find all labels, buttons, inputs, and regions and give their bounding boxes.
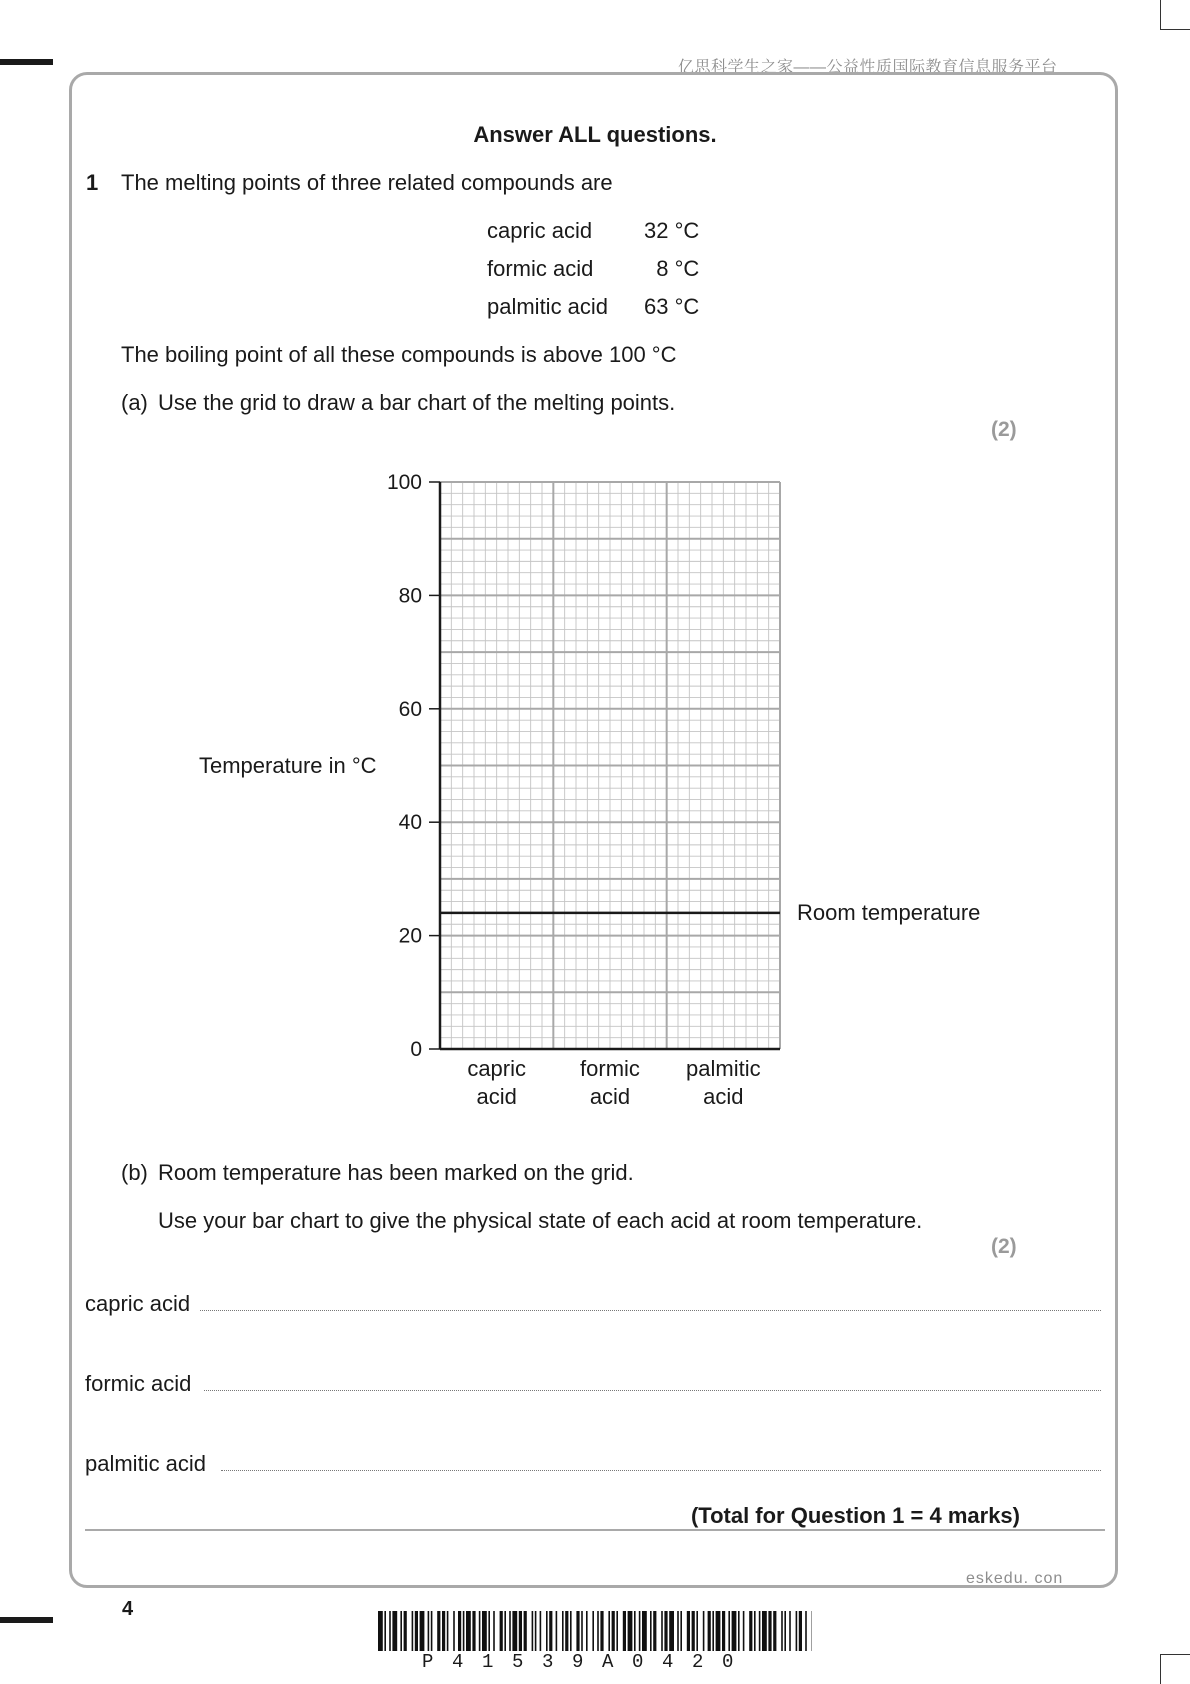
y-axis-label: Temperature in °C xyxy=(199,753,377,778)
barcode-bar xyxy=(680,1611,682,1651)
answer-line-capric[interactable] xyxy=(200,1310,1101,1311)
answer-line-palmitic[interactable] xyxy=(221,1470,1101,1471)
total-separator-line xyxy=(85,1529,1105,1531)
barcode-bar xyxy=(493,1611,495,1651)
barcode-bar xyxy=(754,1611,756,1651)
part-a-label: (a) xyxy=(121,390,148,415)
barcode-bar xyxy=(743,1611,745,1651)
barcode-bar xyxy=(664,1611,667,1651)
barcode-bar xyxy=(437,1611,440,1651)
barcode-bar xyxy=(404,1611,407,1651)
barcode-bar xyxy=(600,1611,603,1651)
barcode-bar xyxy=(549,1611,552,1651)
x-category-label: formic xyxy=(580,1056,640,1081)
barcode-bar xyxy=(728,1611,730,1651)
y-tick-label: 40 xyxy=(398,811,422,835)
barcode-bar xyxy=(639,1611,641,1651)
barcode-bar xyxy=(597,1611,599,1651)
barcode-bar xyxy=(519,1611,522,1651)
answer-label-formic: formic acid xyxy=(85,1371,192,1396)
barcode-bar xyxy=(722,1611,725,1651)
melting-point-value: 63 °C xyxy=(644,294,700,319)
y-tick-label: 0 xyxy=(410,1038,422,1061)
y-tick-label: 80 xyxy=(398,584,422,608)
barcode-image xyxy=(378,1611,812,1653)
melting-point-value: 32 °C xyxy=(644,218,700,243)
barcode-digits: P41539A0420 xyxy=(422,1651,753,1673)
part-b-text-1: Room temperature has been marked on the grid. xyxy=(158,1160,634,1185)
barcode-bar xyxy=(556,1611,558,1651)
barcode-bar xyxy=(488,1611,490,1651)
barcode-bar xyxy=(562,1611,564,1651)
barcode-bar xyxy=(447,1611,449,1651)
barcode-bar xyxy=(616,1611,618,1651)
y-tick-label: 60 xyxy=(398,697,422,721)
barcode-bar xyxy=(415,1611,418,1651)
y-tick-label: 20 xyxy=(398,924,422,948)
barcode-bar xyxy=(749,1611,752,1651)
answer-line-formic[interactable] xyxy=(204,1390,1101,1391)
x-category-label: acid xyxy=(476,1084,517,1109)
y-tick-label: 100 xyxy=(386,471,422,494)
barcode-bar xyxy=(799,1611,802,1651)
barcode-bar xyxy=(466,1611,471,1651)
barcode-bar xyxy=(703,1611,705,1651)
barcode-bar xyxy=(805,1611,807,1651)
x-category-label: capric xyxy=(467,1056,527,1081)
barcode-bar xyxy=(570,1611,572,1651)
barcode-bar xyxy=(453,1611,455,1651)
barcode-bar xyxy=(586,1611,588,1651)
barcode-bar xyxy=(789,1611,791,1651)
registration-mark-bottom-left xyxy=(0,1617,53,1623)
barcode-bar xyxy=(653,1611,656,1651)
barcode-bar xyxy=(431,1611,433,1651)
part-a-marks: (2) xyxy=(991,418,1017,441)
x-category-label: acid xyxy=(703,1084,744,1109)
barcode-bar xyxy=(400,1611,402,1651)
barcode-bar xyxy=(796,1611,798,1651)
barcode-bar xyxy=(712,1611,714,1651)
answer-label-palmitic: palmitic acid xyxy=(85,1451,207,1476)
room-temperature-label: Room temperature xyxy=(797,899,981,925)
site-watermark: eskedu. con xyxy=(966,1570,1064,1587)
page-number: 4 xyxy=(122,1598,134,1620)
barcode-bar xyxy=(504,1611,506,1651)
barcode-bar xyxy=(420,1611,425,1651)
barcode-bar xyxy=(692,1611,695,1651)
barcode-bar xyxy=(458,1611,461,1651)
barcode-bar xyxy=(565,1611,568,1651)
answer-label-capric: capric acid xyxy=(85,1291,191,1316)
barcode-bar xyxy=(696,1611,698,1651)
barcode-bar xyxy=(479,1611,481,1651)
part-a-text: Use the grid to draw a bar chart of the melting points. xyxy=(158,390,676,415)
barcode-bar xyxy=(389,1611,391,1651)
barcode-bar xyxy=(412,1611,414,1651)
barcode-bar xyxy=(716,1611,721,1651)
barcode-bar xyxy=(546,1611,548,1651)
barcode-bar xyxy=(472,1611,475,1651)
barcode-bar xyxy=(650,1611,652,1651)
part-b-label: (b) xyxy=(121,1160,148,1185)
barcode-bar xyxy=(628,1611,633,1651)
y-axis-ticks xyxy=(387,471,440,1061)
question-intro: The melting points of three related compounds are xyxy=(121,170,613,195)
x-category-label: palmitic xyxy=(686,1056,761,1081)
barcode-bar xyxy=(687,1611,690,1651)
barcode-bar xyxy=(612,1611,615,1651)
barcode-bar xyxy=(784,1611,786,1651)
compound-name: formic acid xyxy=(487,256,594,281)
barcode-bar xyxy=(759,1611,761,1651)
compound-name: palmitic acid xyxy=(487,294,609,319)
barcode-bar xyxy=(773,1611,776,1651)
barcode-bar xyxy=(428,1611,430,1651)
barcode-bar xyxy=(378,1611,383,1651)
barcode-bar xyxy=(592,1611,594,1651)
barcode-bar xyxy=(576,1611,579,1651)
x-category-label: acid xyxy=(589,1084,631,1109)
crop-mark-bottom-right xyxy=(1160,1654,1190,1684)
barcode-bar xyxy=(512,1611,517,1651)
barcode-bar xyxy=(677,1611,679,1651)
melting-point-value: 8 °C xyxy=(656,256,700,281)
barcode-bar xyxy=(442,1611,445,1651)
barcode-bar xyxy=(482,1611,487,1651)
part-b-marks: (2) xyxy=(991,1235,1017,1258)
barcode-bar xyxy=(392,1611,397,1651)
barcode-bar xyxy=(532,1611,534,1651)
barcode-bar xyxy=(540,1611,542,1651)
barcode-bar xyxy=(623,1611,626,1651)
barcode-bar xyxy=(463,1611,465,1651)
barcode-bar xyxy=(642,1611,647,1651)
x-axis-categories xyxy=(467,1056,760,1109)
barcode-bar xyxy=(634,1611,636,1651)
barcode-bar xyxy=(509,1611,511,1651)
barcode-bar xyxy=(708,1611,711,1651)
barcode-bar xyxy=(535,1611,537,1651)
barcode-bar xyxy=(762,1611,767,1651)
barcode-bar xyxy=(608,1611,610,1651)
boiling-point-note: The boiling point of all these compounds is above 100 °C xyxy=(121,342,677,367)
barcode-bar xyxy=(500,1611,503,1651)
barcode-bar xyxy=(738,1611,740,1651)
instruction-heading: Answer ALL questions. xyxy=(473,122,717,147)
part-b-text-2: Use your bar chart to give the physical state of each acid at room temperature. xyxy=(158,1208,923,1233)
header-watermark: 亿思科学生之家——公益性质国际教育信息服务平台 xyxy=(678,59,1058,76)
barcode-bar xyxy=(768,1611,771,1651)
barcode-bar xyxy=(661,1611,663,1651)
question-total: (Total for Question 1 = 4 marks) xyxy=(690,1503,1020,1528)
barcode-bar xyxy=(732,1611,737,1651)
barcode-bar xyxy=(384,1611,386,1651)
room-temperature-line-group xyxy=(440,900,980,925)
compound-name: capric acid xyxy=(487,218,593,243)
barcode-bar xyxy=(524,1611,527,1651)
barcode-bar xyxy=(581,1611,583,1651)
barcode-bar xyxy=(669,1611,674,1651)
barcode-bar xyxy=(781,1611,783,1651)
question-number: 1 xyxy=(86,170,99,195)
